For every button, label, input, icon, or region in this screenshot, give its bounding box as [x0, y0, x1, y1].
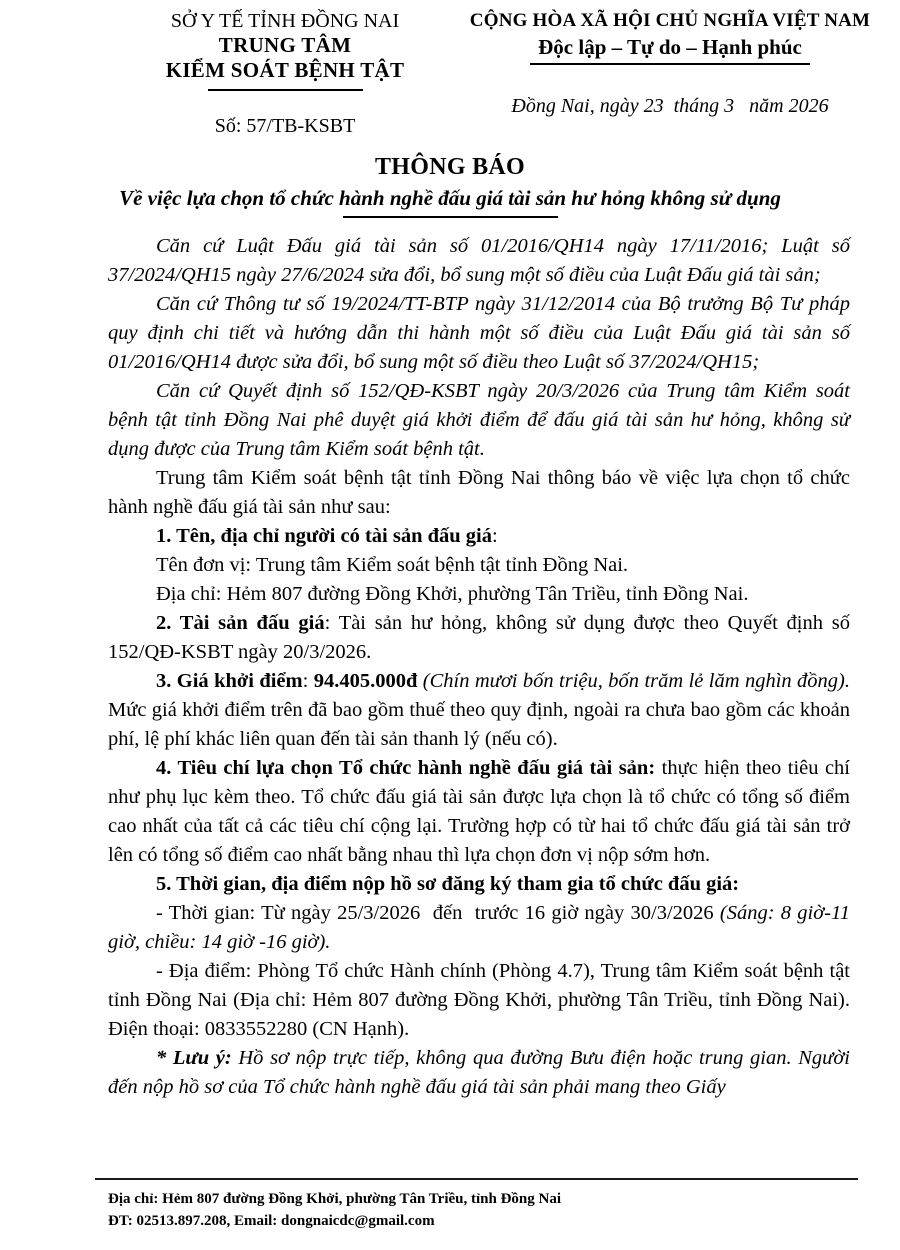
paragraph: [108, 290, 850, 377]
text-run: Mức giá khởi điểm trên đã bao gồm thuế theo quy định, ngoài ra chưa bao gồm các khoản phí, lệ phí khác liên quan đến tài sản thanh lý (nếu có).: [108, 699, 850, 750]
paragraph: [108, 667, 850, 754]
paragraph: [108, 957, 850, 1044]
document-subtitle: Về việc lựa chọn tổ chức hành nghề đấu giá tài sản hư hỏng không sử dụng: [119, 186, 781, 210]
text-run: 94.405.000đ: [313, 670, 423, 692]
issuer-underline: [208, 89, 363, 91]
paragraph: [108, 1044, 850, 1102]
issuer-name-line2: KIỂM SOÁT BỆNH TẬT: [165, 58, 405, 82]
issuer-parent-org: SỞ Y TẾ TỈNH ĐỒNG NAI: [170, 10, 400, 32]
paragraph: [108, 870, 850, 899]
paragraph: [108, 580, 850, 609]
footer-address: Địa chỉ: Hẻm 807 đường Đồng Khởi, phường Tân Triều, tỉnh Đồng Nai: [108, 1191, 562, 1207]
text-run: :: [302, 670, 314, 692]
text-run: (Sáng: 8 giờ-11 giờ, chiều: 14 giờ -16 giờ).: [108, 902, 850, 953]
text-run: 3. Giá khởi điểm: [156, 670, 303, 692]
text-run: 2. Tài sản đấu giá: [156, 612, 325, 634]
subtitle-underline: [343, 216, 558, 218]
text-run: (Chín mươi bốn triệu, bốn trăm lẻ lăm nghìn đồng).: [422, 670, 850, 692]
text-run: 4. Tiêu chí lựa chọn Tổ chức hành nghề đấu giá tài sản:: [156, 757, 662, 779]
text-run: - Thời gian: Từ ngày 25/3/2026 đến trước 16 giờ ngày 30/3/2026: [156, 902, 720, 924]
issuer-name-line1: TRUNG TÂM: [218, 33, 352, 57]
paragraph: [108, 609, 850, 667]
text-run: thực hiện theo tiêu chí như phụ lục kèm theo. Tổ chức đấu giá tài sản được lựa chọn là tổ chức có tổng số điểm cao nhất của tất cả các tiêu chí cộng lại. Trường hợp có từ hai tổ chức đấu giá tài sản trở lên có tổng số điểm cao nhất bằng nhau thì lựa chọn đơn vị nộp sớm hơn.: [108, 757, 850, 866]
document-number: Số: 57/TB-KSBT: [214, 115, 356, 137]
national-block: [460, 10, 880, 138]
republic-line: CỘNG HÒA XÃ HỘI CHỦ NGHĨA VIỆT NAM: [469, 10, 871, 31]
text-run: Hồ sơ nộp trực tiếp, không qua đường Bưu điện hoặc trung gian. Người đến nộp hồ sơ của Tổ chức hành nghề đấu giá tài sản phải mang theo Giấy: [108, 1047, 850, 1098]
text-run: : Tài sản hư hỏng, không sử dụng được theo Quyết định số 152/QĐ-KSBT ngày 20/3/2026.: [108, 612, 850, 663]
document-body: [108, 232, 850, 1102]
title-block: [0, 154, 900, 218]
text-run: 5. Thời gian, địa điểm nộp hồ sơ đăng ký tham gia tổ chức đấu giá:: [156, 873, 740, 895]
footer-contact: ĐT: 02513.897.208, Email: dongnaicdc@gmail.com: [108, 1213, 435, 1229]
text-run: Tên đơn vị: Trung tâm Kiểm soát bệnh tật tỉnh Đồng Nai.: [156, 554, 629, 576]
paragraph: [108, 377, 850, 464]
paragraph: [108, 551, 850, 580]
text-run: Địa chỉ: Hẻm 807 đường Đồng Khởi, phường Tân Triều, tỉnh Đồng Nai.: [156, 583, 749, 605]
place-date-line: Đồng Nai, ngày 23 tháng 3 năm 2026: [511, 95, 829, 117]
text-run: :: [491, 525, 498, 547]
document-title: THÔNG BÁO: [374, 154, 526, 180]
paragraph: [108, 464, 850, 522]
document-header: [0, 0, 900, 138]
text-run: Trung tâm Kiểm soát bệnh tật tỉnh Đồng Nai thông báo về việc lựa chọn tổ chức hành nghề đấu giá tài sản như sau:: [108, 467, 850, 518]
paragraph: [108, 754, 850, 870]
paragraph: [108, 232, 850, 290]
text-run: Căn cứ Luật Đấu giá tài sản số 01/2016/QH14 ngày 17/11/2016; Luật số 37/2024/QH15 ngày 27/6/2024 sửa đổi, bổ sung một số điều của Luật Đấu giá tài sản;: [108, 235, 850, 286]
paragraph: [108, 899, 850, 957]
motto-line: Độc lập – Tự do – Hạnh phúc: [530, 34, 810, 65]
document-footer: [95, 1178, 858, 1234]
paragraph: [108, 522, 850, 551]
text-run: 1. Tên, địa chỉ người có tài sản đấu giá: [156, 525, 492, 547]
issuer-block: [110, 10, 460, 138]
text-run: Căn cứ Quyết định số 152/QĐ-KSBT ngày 20/3/2026 của Trung tâm Kiểm soát bệnh tật tỉnh Đồng Nai phê duyệt giá khởi điểm để đấu giá tài sản hư hỏng, không sử dụng được của Trung tâm Kiểm soát bệnh tật.: [108, 380, 850, 460]
text-run: * Lưu ý:: [156, 1047, 239, 1069]
text-run: - Địa điểm: Phòng Tổ chức Hành chính (Phòng 4.7), Trung tâm Kiểm soát bệnh tật tỉnh Đồng Nai (Địa chỉ: Hẻm 807 đường Đồng Khởi, phường Tân Triều, tỉnh Đồng Nai). Điện thoại: 0833552280 (CN Hạnh).: [108, 960, 850, 1040]
text-run: Căn cứ Thông tư số 19/2024/TT-BTP ngày 31/12/2014 của Bộ trưởng Bộ Tư pháp quy định chi tiết và hướng dẫn thi hành một số điều của Luật Đấu giá tài sản số 01/2016/QH14 được sửa đổi, bổ sung một số điều theo Luật số 37/2024/QH15;: [108, 293, 850, 373]
